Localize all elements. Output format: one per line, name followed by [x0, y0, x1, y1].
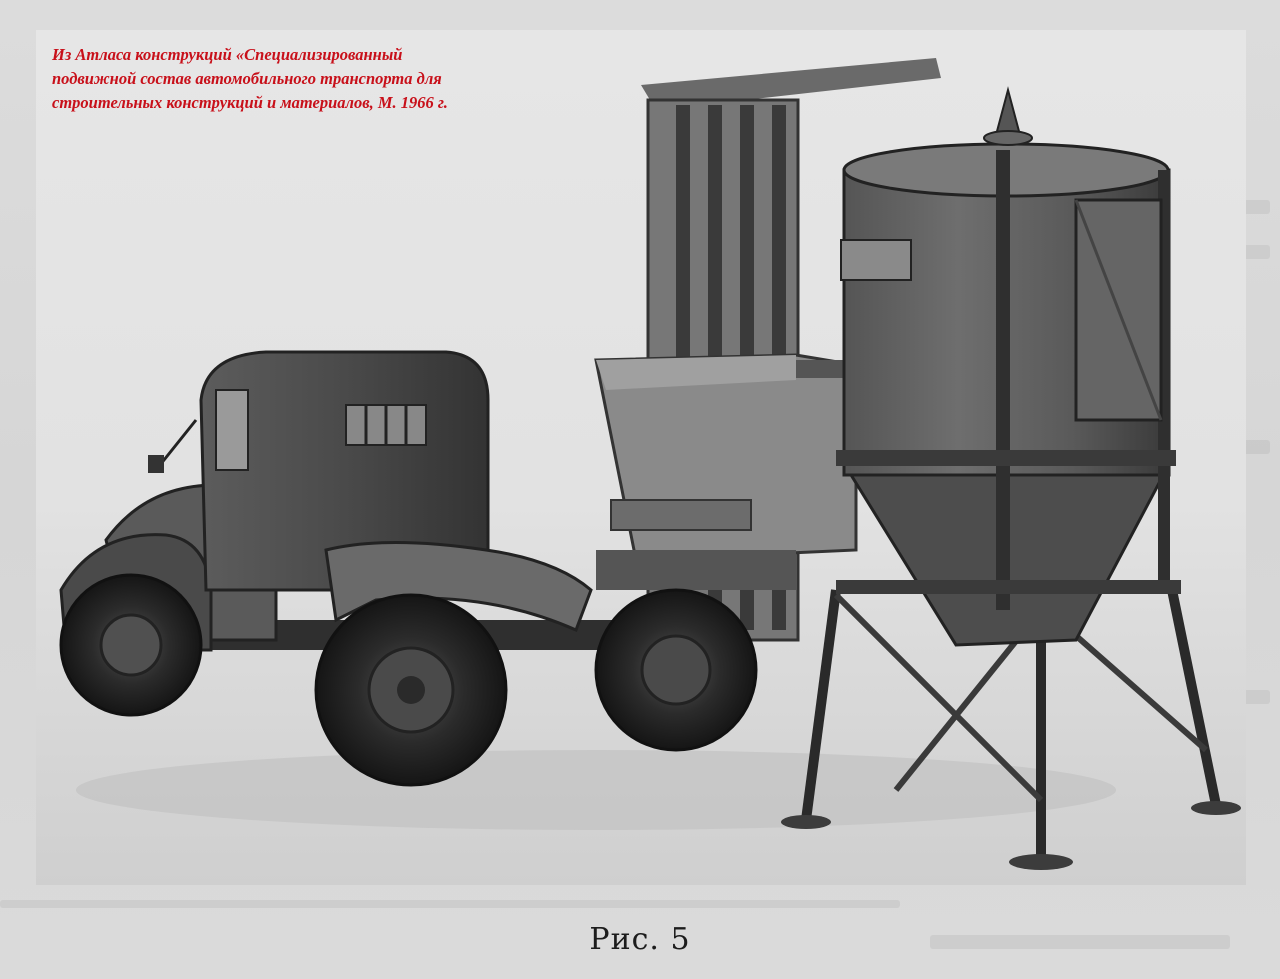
truck-silo-illustration [36, 30, 1246, 885]
source-note: Из Атласа конструкций «Специализированный подвижной состав автомобильного транспорта для строительных конструкций и материалов, М. 1966 г. [52, 45, 448, 112]
illustration-drawing [36, 30, 1246, 885]
figure-caption: Рис. 5 [589, 922, 691, 957]
bleed-through-text [0, 900, 900, 908]
